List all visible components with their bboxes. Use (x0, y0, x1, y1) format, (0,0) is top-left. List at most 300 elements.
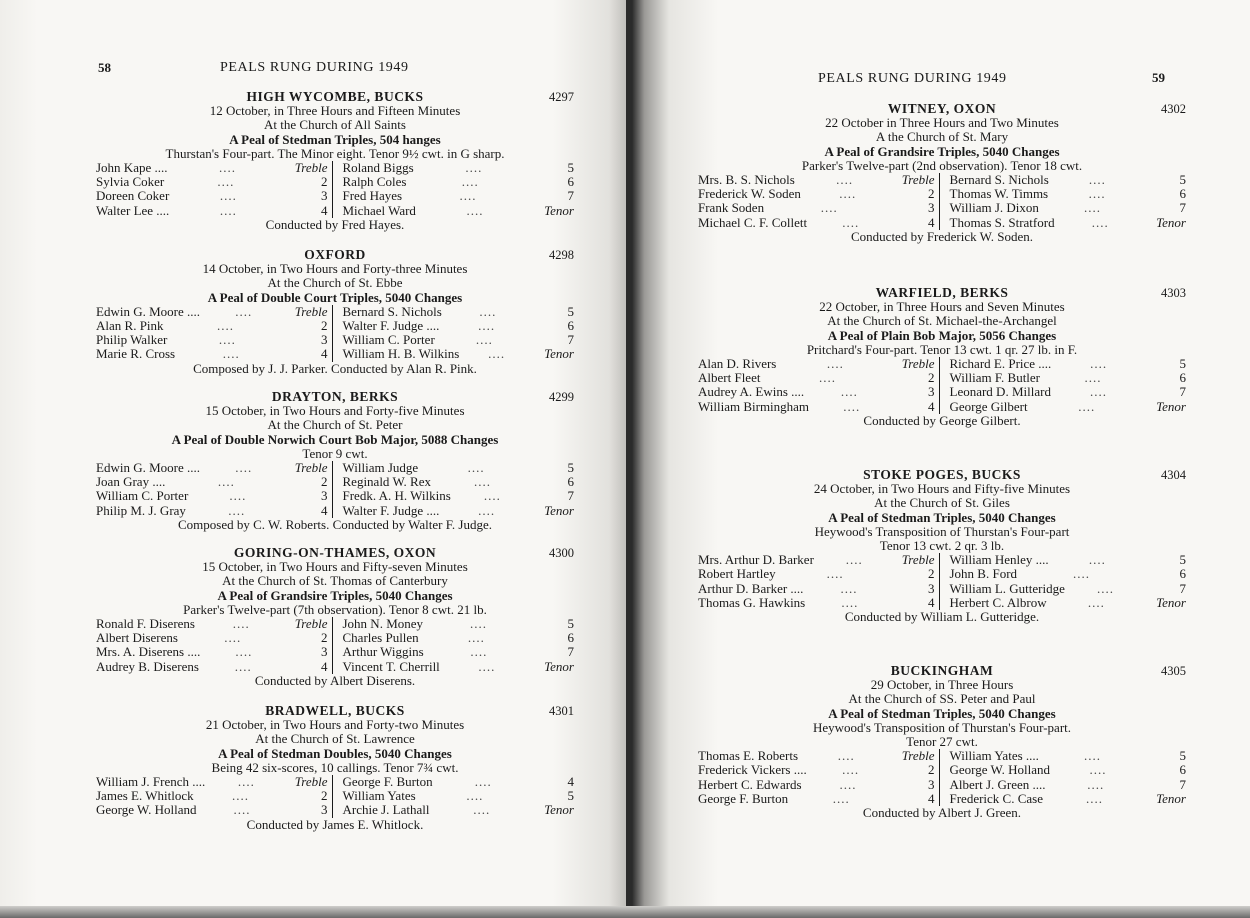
left-ringer (96, 189, 328, 203)
right-ringer (343, 189, 575, 203)
right-ringer (950, 553, 1187, 567)
peal-place: STOKE POGES, BUCKS (863, 467, 1021, 482)
bell-number: 5 (1179, 172, 1186, 188)
peal-info-line: At the Church of St. Ebbe (267, 275, 403, 291)
left-ringer (698, 749, 935, 763)
leader-dots: .... (1083, 200, 1101, 216)
leader-dots: .... (217, 474, 235, 490)
leader-dots: .... (222, 346, 240, 362)
right-ringer (343, 660, 575, 674)
ringers-right-column (333, 161, 575, 218)
leader-dots: .... (1088, 186, 1106, 202)
peal-method: A Peal of Grandsire Triples, 5040 Changes (824, 143, 1060, 159)
ringer-name: William J. Dixon (949, 200, 1039, 216)
leader-dots: .... (1083, 748, 1101, 764)
peal-detail: Parker's Twelve-part (2nd observation). Tenor 18 cwt. (801, 157, 1083, 173)
leader-dots: .... (461, 174, 479, 190)
bell-number: 4 (567, 774, 574, 790)
bell-number: 5 (1179, 356, 1186, 372)
ringer-name: Thomas G. Hawkins (698, 594, 806, 610)
left-ringer (96, 475, 328, 489)
peal-record (96, 90, 574, 232)
peal-footer: Conducted by Albert Diserens. (254, 672, 416, 688)
left-ringer (698, 400, 935, 414)
ringers-left-column (698, 749, 940, 806)
bell-number: 5 (567, 616, 574, 632)
peal-footer: Conducted by Albert J. Green. (862, 805, 1022, 821)
leader-dots: .... (467, 460, 485, 476)
leader-dots: .... (1090, 356, 1108, 372)
ringer-name: Audrey A. Ewins .... (698, 384, 805, 400)
peal-number: 4299 (549, 390, 574, 404)
bell-number: 3 (928, 580, 935, 596)
ringer-name: Frederick Vickers .... (698, 762, 807, 778)
peal-method: A Peal of Stedman Triples, 5040 Changes (828, 705, 1056, 721)
left-ringer (698, 778, 935, 792)
leader-dots: .... (845, 552, 863, 568)
ringers-right-column (333, 775, 575, 818)
bell-number: 4 (321, 502, 328, 518)
ringer-name: Bernard S. Nichols (949, 172, 1049, 188)
bell-number: 2 (928, 370, 935, 386)
ringers-left-column (96, 305, 333, 362)
bell-number: 7 (567, 332, 574, 348)
ringer-name: William Birmingham (698, 398, 810, 414)
left-ringer (698, 201, 935, 215)
bell-number: 7 (567, 488, 574, 504)
bell-number: 2 (321, 788, 328, 804)
peal-footer: Conducted by George Gilbert. (863, 412, 1021, 428)
running-head: PEALS RUNG DURING 1949 (220, 60, 409, 75)
leader-dots: .... (839, 776, 857, 792)
right-ringer (343, 617, 575, 631)
ringer-name: Marie R. Cross (96, 346, 176, 362)
bell-number: 6 (567, 174, 574, 190)
leader-dots: .... (1086, 790, 1103, 806)
peal-footer: Conducted by James E. Whitlock. (246, 816, 424, 832)
right-ringer (950, 385, 1187, 399)
bell-number: 6 (1179, 370, 1186, 386)
right-ringer (343, 803, 575, 817)
leader-dots: .... (235, 460, 253, 476)
leader-dots: .... (1078, 398, 1096, 414)
peal-info-line: At the Church of St. Peter (267, 417, 403, 433)
leader-dots: .... (473, 802, 491, 818)
left-ringer (698, 187, 935, 201)
leader-dots: .... (219, 160, 236, 176)
leader-dots: .... (1096, 580, 1114, 596)
ringer-name: George F. Burton (698, 790, 789, 806)
ringer-name: Albert Diserens (96, 630, 178, 646)
peal-info-line: 24 October, in Two Hours and Fifty-five Minutes (813, 481, 1071, 497)
ringer-name: Ralph Coles (342, 174, 407, 190)
peal-detail: Parker's Twelve-part (7th observation). Tenor 8 cwt. 21 lb. (183, 601, 487, 617)
leader-dots: .... (826, 566, 844, 582)
right-ringer (343, 504, 575, 518)
bell-number: 2 (321, 318, 328, 334)
bell-number: Treble (901, 172, 935, 188)
ringer-name: Thomas E. Roberts (698, 748, 799, 764)
peal-info-line: 14 October, in Two Hours and Forty-three Minutes (202, 261, 468, 277)
ringers-left-column (96, 161, 333, 218)
ringers-table (698, 553, 1186, 610)
peal-info-line: 15 October, in Two Hours and Forty-five Minutes (205, 403, 465, 419)
bell-number: Treble (901, 552, 935, 568)
left-ringer (96, 347, 328, 361)
bell-number: 2 (928, 762, 935, 778)
bell-number: Tenor (544, 346, 574, 362)
left-ringer (698, 553, 935, 567)
leader-dots: .... (467, 630, 485, 646)
leader-dots: .... (459, 188, 477, 204)
peal-info-line: At the Church of SS. Peter and Paul (848, 691, 1036, 707)
bell-number: Tenor (544, 802, 574, 818)
ringer-name: Arthur Wiggins (342, 644, 424, 660)
ringers-table (698, 749, 1186, 806)
left-ringer (96, 461, 328, 475)
peal-record (96, 390, 574, 532)
peal-detail: Tenor 9 cwt. (302, 445, 368, 461)
peal-method: A Peal of Stedman Triples, 504 hanges (229, 131, 441, 147)
leader-dots: .... (842, 762, 860, 778)
leader-dots: .... (217, 174, 235, 190)
right-ringer (950, 173, 1187, 187)
bell-number: 2 (928, 566, 935, 582)
bell-number: 4 (928, 594, 935, 610)
leader-dots: .... (479, 303, 497, 319)
left-ringer (96, 333, 328, 347)
leader-dots: .... (840, 580, 858, 596)
ringers-left-column (698, 173, 940, 230)
ringer-name: James E. Whitlock (96, 788, 194, 804)
ringer-name: William F. Butler (949, 370, 1041, 386)
peal-record (96, 704, 574, 832)
ringer-name: John Kape .... (96, 160, 168, 176)
leader-dots: .... (832, 790, 850, 806)
left-ringer (96, 789, 328, 803)
bell-number: 3 (321, 488, 328, 504)
peal-info-line: At the Church of St. Lawrence (255, 731, 415, 747)
left-ringer (96, 660, 328, 674)
left-ringer (96, 617, 328, 631)
ringer-name: Joan Gray .... (96, 474, 166, 490)
ringer-name: Edwin G. Moore .... (96, 303, 200, 319)
leader-dots: .... (1089, 762, 1107, 778)
left-ringer (698, 216, 935, 230)
ringer-name: Alan R. Pink (96, 318, 164, 334)
peal-info-line: 21 October, in Two Hours and Forty-two Minutes (205, 717, 465, 733)
ringer-name: William Yates .... (949, 748, 1039, 764)
ringer-name: Michael C. F. Collett (698, 214, 808, 230)
peal-record (698, 664, 1186, 820)
peal-record (698, 102, 1186, 244)
left-ringer (698, 763, 935, 777)
left-ringer (698, 173, 935, 187)
ringer-name: George Gilbert (949, 398, 1028, 414)
bell-number: 2 (321, 630, 328, 646)
ringer-name: Mrs. B. S. Nichols (698, 172, 795, 188)
peal-place: HIGH WYCOMBE, BUCKS (246, 89, 424, 104)
peal-info-line: At the Church of St. Michael-the-Archangel (827, 313, 1057, 329)
ringer-name: William L. Gutteridge (949, 580, 1065, 596)
ringer-name: Walter Lee .... (96, 202, 170, 218)
bell-number: Tenor (1156, 790, 1186, 806)
right-ringer (950, 567, 1187, 581)
ringers-left-column (96, 461, 333, 518)
bell-number: 4 (928, 790, 935, 806)
right-ringer (950, 596, 1187, 610)
left-ringer (96, 204, 328, 218)
leader-dots: .... (229, 488, 247, 504)
left-ringer (96, 489, 328, 503)
ringers-table (96, 305, 574, 362)
bell-number: Treble (901, 356, 935, 372)
bell-number: 5 (1179, 552, 1186, 568)
peal-method: A Peal of Double Norwich Court Bob Major, 5088 Changes (171, 431, 499, 447)
ringer-name: Walter F. Judge .... (342, 502, 440, 518)
right-ringer (343, 489, 575, 503)
leader-dots: .... (470, 644, 488, 660)
leader-dots: .... (224, 630, 242, 646)
left-ringer (698, 385, 935, 399)
ringer-name: Alan D. Rivers (698, 356, 777, 372)
peal-footer: Conducted by Frederick W. Soden. (851, 228, 1033, 244)
right-page (632, 0, 1250, 910)
leader-dots: .... (234, 658, 252, 674)
bell-number: 3 (928, 384, 935, 400)
leader-dots: .... (478, 658, 496, 674)
peal-info-line: At the Church of All Saints (264, 117, 406, 133)
bell-number: 6 (1179, 566, 1186, 582)
right-ringer (950, 187, 1187, 201)
ringer-name: Fredk. A. H. Wilkins (342, 488, 451, 504)
bell-number: 3 (928, 200, 935, 216)
bell-number: 3 (321, 802, 328, 818)
ringer-name: John N. Money (342, 616, 424, 632)
peal-method: A Peal of Grandsire Triples, 5040 Changes (217, 587, 453, 603)
ringer-name: Frank Soden (698, 200, 765, 216)
ringer-name: Edwin G. Moore .... (96, 460, 200, 476)
ringer-name: Archie J. Lathall (342, 802, 430, 818)
ringer-name: Mrs. A. Diserens .... (96, 644, 201, 660)
bell-number: 4 (321, 346, 328, 362)
page-number: 59 (1152, 70, 1165, 85)
ringer-name: Doreen Coker (96, 188, 170, 204)
ringer-name: Leonard D. Millard (949, 384, 1051, 400)
peal-info-line: 22 October in Three Hours and Two Minutes (825, 115, 1059, 131)
ringer-name: Frederick C. Case (949, 790, 1044, 806)
right-ringer (343, 645, 575, 659)
bell-number: 6 (1179, 762, 1186, 778)
ringer-name: Sylvia Coker (96, 174, 165, 190)
left-ringer (698, 371, 935, 385)
peal-method: A Peal of Plain Bob Major, 5056 Changes (827, 327, 1057, 343)
peal-number: 4301 (549, 704, 574, 718)
ringers-table (96, 617, 574, 674)
leader-dots: .... (1091, 214, 1109, 230)
bell-number: Tenor (544, 502, 574, 518)
ringers-table (698, 173, 1186, 230)
ringer-name: William Henley .... (949, 552, 1049, 568)
ringer-name: Mrs. Arthur D. Barker (698, 552, 814, 568)
leader-dots: .... (235, 303, 253, 319)
peal-footer: Composed by J. J. Parker. Conducted by Alan R. Pink. (193, 360, 477, 376)
ringers-right-column (940, 553, 1187, 610)
left-ringer (96, 161, 328, 175)
leader-dots: .... (1087, 594, 1105, 610)
ringer-name: Vincent T. Cherrill (342, 658, 440, 674)
ringer-name: William C. Porter (96, 488, 189, 504)
ringer-name: Robert Hartley (698, 566, 776, 582)
ringer-name: Roland Biggs (342, 160, 414, 176)
right-ringer (950, 778, 1187, 792)
leader-dots: .... (465, 160, 483, 176)
bell-number: 4 (928, 214, 935, 230)
leader-dots: .... (232, 788, 250, 804)
ringers-left-column (96, 775, 333, 818)
right-ringer (343, 305, 575, 319)
leader-dots: .... (1088, 552, 1106, 568)
peal-detail: Heywood's Transposition of Thurstan's Four-part. (812, 719, 1072, 735)
peal-info-line: A the Church of St. Mary (875, 129, 1009, 145)
page-edge-shadow (0, 906, 1250, 918)
peal-info-line: At the Church of St. Thomas of Canterbury (222, 573, 448, 589)
leader-dots: .... (1088, 172, 1106, 188)
left-ringer (698, 567, 935, 581)
leader-dots: .... (839, 186, 857, 202)
leader-dots: .... (235, 644, 253, 660)
right-ringer (343, 161, 575, 175)
bell-number: 5 (567, 160, 574, 176)
page-number: 58 (98, 60, 111, 75)
leader-dots: .... (1084, 370, 1102, 386)
ringer-name: Audrey B. Diserens (96, 658, 199, 674)
leader-dots: .... (1073, 566, 1091, 582)
bell-number: Treble (294, 616, 328, 632)
leader-dots: .... (218, 332, 236, 348)
bell-number: Treble (294, 460, 328, 476)
leader-dots: .... (488, 346, 506, 362)
peal-method: A Peal of Stedman Doubles, 5040 Changes (218, 745, 452, 761)
right-ringer (950, 792, 1187, 806)
ringers-table (96, 161, 574, 218)
leader-dots: .... (818, 370, 836, 386)
peal-info-line: 15 October, in Two Hours and Fifty-seven Minutes (202, 559, 468, 575)
peal-place: BUCKINGHAM (890, 663, 994, 678)
bell-number: 7 (1179, 384, 1186, 400)
ringer-name: Albert J. Green .... (949, 776, 1046, 792)
ringer-name: Reginald W. Rex (342, 474, 431, 490)
bell-number: Treble (294, 774, 328, 790)
peal-record (698, 286, 1186, 428)
ringers-right-column (940, 173, 1187, 230)
bell-number: 6 (567, 630, 574, 646)
ringers-table (698, 357, 1186, 414)
right-ringer (343, 631, 575, 645)
right-ringer (343, 319, 575, 333)
bell-number: Treble (294, 303, 328, 319)
left-ringer (96, 319, 328, 333)
bell-number: 7 (567, 188, 574, 204)
left-ringer (96, 645, 328, 659)
leader-dots: .... (840, 384, 858, 400)
peal-info-line: At the Church of St. Giles (874, 495, 1010, 511)
right-ringer (950, 749, 1187, 763)
peal-place: WITNEY, OXON (887, 101, 997, 116)
peal-info-line: 12 October, in Three Hours and Fifteen Minutes (209, 103, 461, 119)
right-ringer (343, 775, 575, 789)
right-ringer (343, 347, 575, 361)
left-ringer (96, 631, 328, 645)
ringers-right-column (940, 357, 1187, 414)
bell-number: 7 (567, 644, 574, 660)
ringer-name: William C. Porter (342, 332, 435, 348)
peal-footer: Conducted by William L. Gutteridge. (844, 609, 1040, 625)
bell-number: 4 (928, 398, 935, 414)
ringer-name: Thomas S. Stratford (949, 214, 1055, 230)
peal-record (698, 468, 1186, 624)
bell-number: Tenor (1156, 398, 1186, 414)
leader-dots: .... (466, 202, 484, 218)
leader-dots: .... (219, 188, 237, 204)
leader-dots: .... (826, 356, 844, 372)
ringer-name: Albert Fleet (698, 370, 761, 386)
peal-detail: Being 42 six-scores, 10 callings. Tenor 7¾ cwt. (211, 759, 459, 775)
bell-number: 5 (1179, 748, 1186, 764)
bell-number: 5 (567, 460, 574, 476)
right-ringer (343, 789, 575, 803)
ringers-table (96, 461, 574, 518)
ringers-right-column (333, 305, 575, 362)
peal-place: GORING-ON-THAMES, OXON (233, 545, 437, 560)
ringer-name: William J. French .... (96, 774, 206, 790)
ringer-name: Frederick W. Soden (698, 186, 801, 202)
peal-info-line: 22 October, in Three Hours and Seven Minutes (819, 299, 1065, 315)
left-ringer (96, 775, 328, 789)
left-ringer (96, 504, 328, 518)
peal-record (96, 248, 574, 376)
bell-number: 2 (321, 174, 328, 190)
peal-method: A Peal of Double Court Triples, 5040 Changes (207, 289, 463, 305)
ringer-name: Philip Walker (96, 332, 168, 348)
peal-info-line: 29 October, in Three Hours (870, 677, 1014, 693)
leader-dots: .... (841, 594, 859, 610)
right-ringer (950, 763, 1187, 777)
leader-dots: .... (843, 398, 861, 414)
bell-number: 4 (321, 202, 328, 218)
leader-dots: .... (1089, 384, 1107, 400)
ringer-name: Richard E. Price .... (949, 356, 1052, 372)
bell-number: 3 (321, 188, 328, 204)
ringer-name: Herbert C. Edwards (698, 776, 802, 792)
peal-detail: Heywood's Transposition of Thurstan's Four-part (814, 523, 1070, 539)
ringer-name: Bernard S. Nichols (342, 303, 442, 319)
right-ringer (343, 333, 575, 347)
ringer-name: George W. Holland (96, 802, 197, 818)
bell-number: 6 (567, 474, 574, 490)
peal-number: 4300 (549, 546, 574, 560)
leader-dots: .... (228, 502, 246, 518)
ringer-name: Michael Ward (342, 202, 416, 218)
peal-detail: Tenor 27 cwt. (906, 734, 978, 750)
ringer-name: Philip M. J. Gray (96, 502, 186, 518)
right-ringer (950, 357, 1187, 371)
peal-number: 4297 (549, 90, 574, 104)
left-ringer (96, 175, 328, 189)
leader-dots: .... (475, 332, 493, 348)
bell-number: 6 (1179, 186, 1186, 202)
leader-dots: .... (478, 502, 496, 518)
